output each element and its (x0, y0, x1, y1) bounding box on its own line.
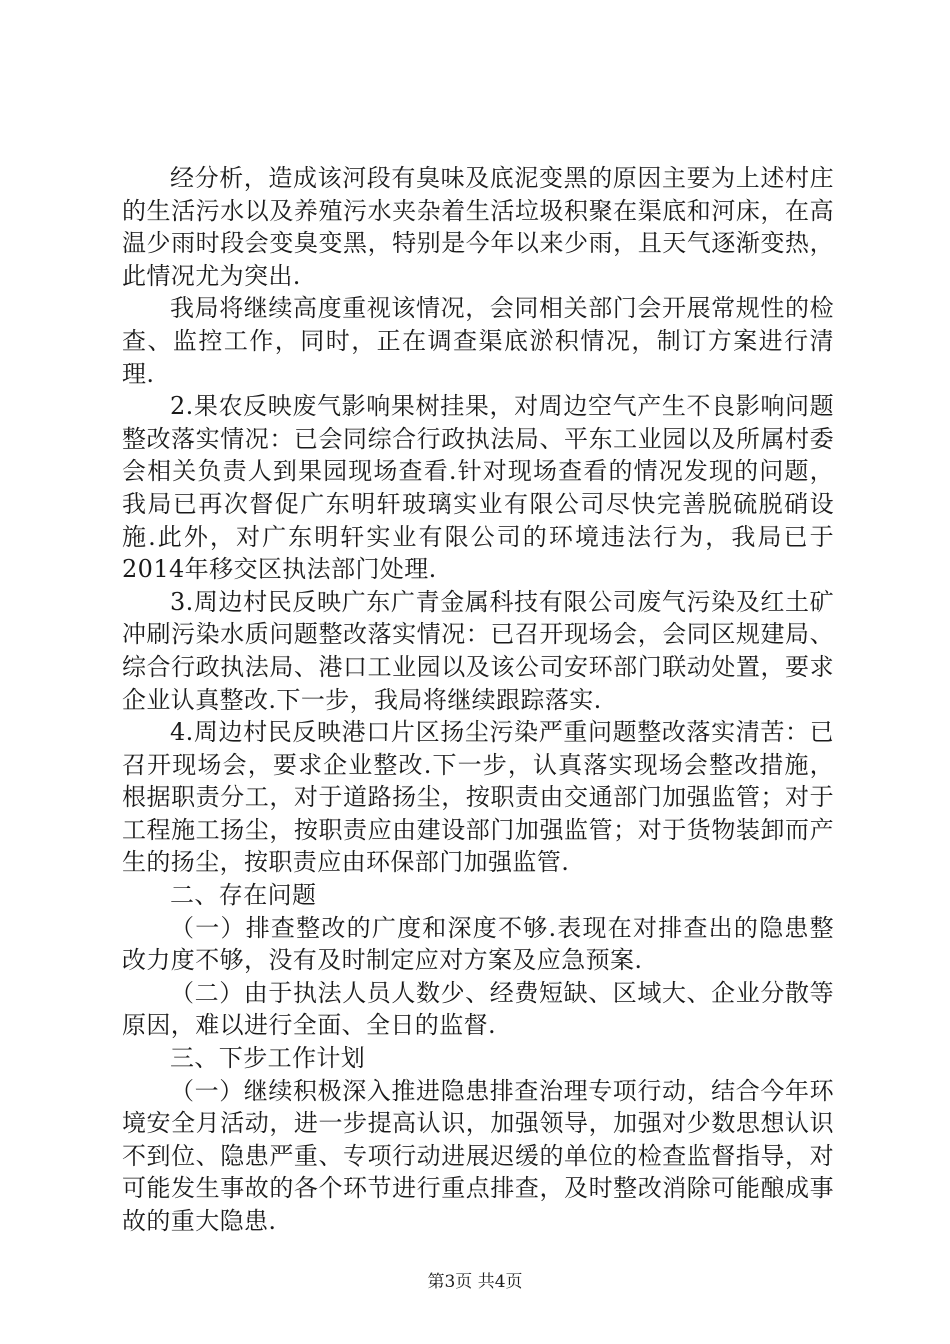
section-heading-next-plan: 三、下步工作计划 (170, 1044, 366, 1073)
paragraph-item-3: 3.周边村民反映广东广青金属科技有限公司废气污染及红土矿冲刷污染水质问题整改落实情况：已召开现场会，会同区规建局、综合行政执法局、港口工业园以及该公司安环部门联动处置，要求企业认真整改.下一步，我局将继续跟踪落实. (122, 587, 834, 714)
section-heading-problems: 二、存在问题 (170, 881, 317, 910)
paragraph-item-2: 2.果农反映废气影响果树挂果，对周边空气产生不良影响问题整改落实情况：已会同综合行政执法局、平东工业园以及所属村委会相关负责人到果园现场查看.针对现场查看的情况发现的问题，我局已再次督促广东明轩玻璃实业有限公司尽快完善脱硫脱硝设施.此外，对广东明轩实业有限公司的环境违法行为，我局已于2014年移交区执法部门处理. (122, 392, 834, 584)
paragraph-analysis: 经分析，造成该河段有臭味及底泥变黑的原因主要为上述村庄的生活污水以及养殖污水夹杂着生活垃圾积聚在渠底和河床，在高温少雨时段会变臭变黑，特别是今年以来少雨，且天气逐渐变热，此情况尤为突出. (122, 164, 834, 290)
document-body (122, 162, 834, 1238)
paragraph-bureau-plan: 我局将继续高度重视该情况，会同相关部门会开展常规性的检查、监控工作，同时，正在调查渠底淤积情况，制订方案进行清理. (122, 294, 834, 388)
paragraph-problem-2: （二）由于执法人员人数少、经费短缺、区域大、企业分散等原因，难以进行全面、全日的监督. (122, 978, 834, 1040)
paragraph-problem-1: （一）排查整改的广度和深度不够.表现在对排查出的隐患整改力度不够，没有及时制定应对方案及应急预案. (122, 913, 834, 975)
paragraph-plan-1: （一）继续积极深入推进隐患排查治理专项行动，结合今年环境安全月活动，进一步提高认识，加强领导，加强对少数思想认识不到位、隐患严重、专项行动进展迟缓的单位的检查监督指导，对可能发生事故的各个环节进行重点排查，及时整改消除可能酿成事故的重大隐患. (122, 1076, 834, 1235)
paragraph-item-4: 4.周边村民反映港口片区扬尘污染严重问题整改落实清苦：已召开现场会，要求企业整改.下一步，认真落实现场会整改措施，根据职责分工，对于道路扬尘，按职责由交通部门加强监管；对于工程施工扬尘，按职责应由建设部门加强监管；对于货物装卸而产生的扬尘，按职责应由环保部门加强监管. (122, 718, 834, 877)
page-number-footer: 第3页 共4页 (427, 1272, 523, 1292)
